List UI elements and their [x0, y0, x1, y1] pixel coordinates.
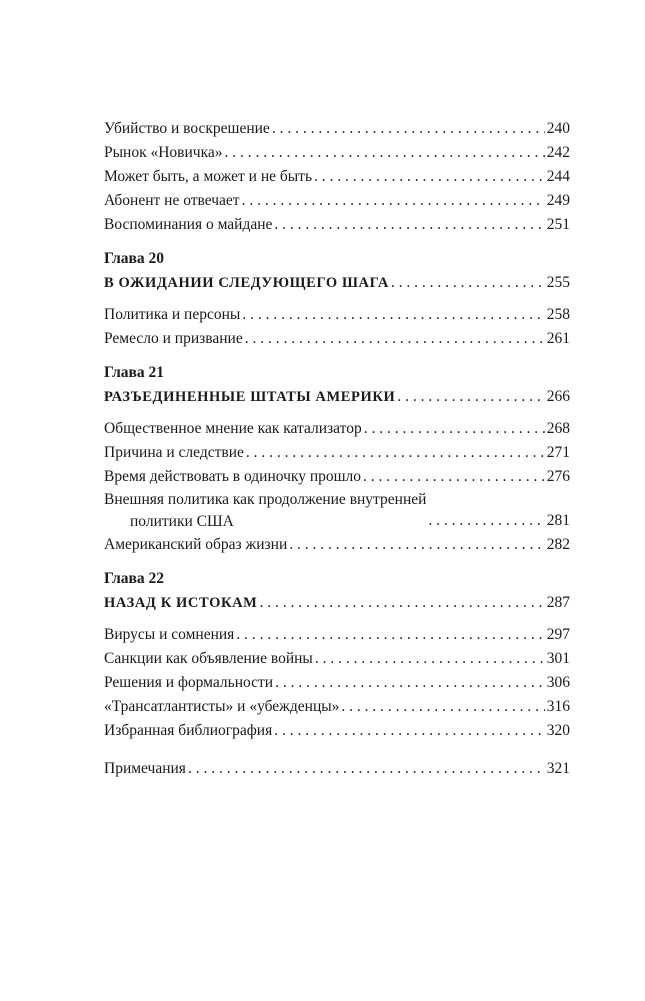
chapter-heading-entry[interactable]	[104, 591, 570, 615]
dot-leader	[428, 509, 544, 533]
toc-entry-title: Решения и формальности	[104, 674, 274, 691]
dot-leader	[245, 327, 545, 351]
chapter-heading-title: В ОЖИДАНИИ СЛЕДУЮЩЕГО ШАГА	[104, 275, 389, 291]
toc-entry-title: Причина и следствие	[104, 444, 244, 461]
toc-entry[interactable]	[104, 647, 570, 671]
toc-entry-title: Санкции как объявление войны	[104, 650, 313, 667]
toc-entry-page: 240	[546, 120, 570, 137]
toc-entry-page: 282	[546, 536, 570, 553]
toc-entry-title: Примечания	[104, 760, 186, 777]
toc-entry-title: Политика и персоны	[104, 306, 241, 323]
toc-entry-multiline[interactable]	[104, 489, 570, 533]
chapter-heading-entry[interactable]	[104, 385, 570, 409]
chapter-label: Глава 20	[104, 250, 165, 267]
dot-leader	[236, 623, 544, 647]
toc-entry-title: Воспоминания о майдане	[104, 216, 273, 233]
toc-entry-title: Время действовать в одиночку прошло	[104, 468, 362, 485]
toc-entry-page: 242	[546, 144, 570, 161]
toc-entry-title: Избранная библиография	[104, 722, 273, 739]
toc-entry[interactable]	[104, 141, 570, 165]
dot-leader	[259, 591, 544, 615]
toc-entry-title: Убийство и воскрешение	[104, 120, 270, 137]
dot-leader	[242, 189, 545, 213]
toc-entry-page: 281	[546, 512, 570, 529]
dot-leader	[391, 271, 545, 295]
toc-entry-page: 255	[546, 274, 570, 291]
toc-entry[interactable]	[104, 165, 570, 189]
dot-leader	[275, 671, 545, 695]
toc-entry[interactable]	[104, 465, 570, 489]
toc-entry-title: «Трансатлантисты» и «убежденцы»	[104, 698, 340, 715]
toc-entry[interactable]	[104, 303, 570, 327]
chapter-heading-title: НАЗАД К ИСТОКАМ	[104, 595, 258, 611]
chapter-heading-title: РАЗЪЕДИНЕННЫЕ ШТАТЫ АМЕРИКИ	[104, 389, 396, 405]
dot-leader	[225, 141, 545, 165]
toc-entry[interactable]	[104, 719, 570, 743]
toc-entry-title: Абонент не отвечает	[104, 192, 240, 209]
toc-entry-page: 266	[546, 388, 570, 405]
toc-entry[interactable]	[104, 623, 570, 647]
toc-entry-page: 258	[546, 306, 570, 323]
toc-entry-notes[interactable]	[104, 757, 570, 781]
toc-entry[interactable]	[104, 441, 570, 465]
dot-leader	[397, 385, 544, 409]
toc-entry-title: Американский образ жизни	[104, 536, 288, 553]
toc-entry-title-line1: Внешняя политика как продолжение внутренней	[104, 491, 427, 508]
dot-leader	[274, 719, 545, 743]
toc-entry[interactable]	[104, 417, 570, 441]
dot-leader	[274, 213, 544, 237]
toc-entry-page: 316	[546, 698, 570, 715]
dot-leader	[315, 647, 545, 671]
toc-entry[interactable]	[104, 671, 570, 695]
dot-leader	[188, 757, 545, 781]
dot-leader	[314, 165, 545, 189]
dot-leader	[289, 533, 544, 557]
toc-entry[interactable]	[104, 327, 570, 351]
toc-entry-title: Общественное мнение как катализатор	[104, 420, 362, 437]
toc-entry-page: 251	[546, 216, 570, 233]
toc-entry-title: Ремесло и призвание	[104, 330, 243, 347]
dot-leader	[242, 303, 544, 327]
chapter-heading-entry[interactable]	[104, 271, 570, 295]
toc-entry-page: 268	[546, 420, 570, 437]
dot-leader	[272, 117, 545, 141]
dot-leader	[246, 441, 545, 465]
toc-entry[interactable]	[104, 213, 570, 237]
table-of-contents	[104, 117, 570, 781]
toc-entry-page: 321	[546, 760, 570, 777]
chapter-label: Глава 21	[104, 364, 165, 381]
dot-leader	[341, 695, 544, 719]
chapter-label: Глава 22	[104, 570, 165, 587]
toc-entry[interactable]	[104, 695, 570, 719]
toc-entry[interactable]	[104, 189, 570, 213]
toc-entry-title: Может быть, а может и не быть	[104, 168, 313, 185]
toc-entry[interactable]	[104, 533, 570, 557]
toc-entry-page: 261	[546, 330, 570, 347]
toc-entry-title: Вирусы и сомнения	[104, 626, 235, 643]
toc-entry-page: 287	[546, 594, 570, 611]
toc-entry-title-line2: политики США	[130, 513, 234, 530]
toc-entry-page: 276	[546, 468, 570, 485]
toc-entry-page: 244	[546, 168, 570, 185]
toc-entry-page: 301	[546, 650, 570, 667]
toc-entry-page: 249	[546, 192, 570, 209]
toc-entry-page: 271	[546, 444, 570, 461]
toc-entry-title	[104, 489, 426, 533]
toc-entry-page: 297	[546, 626, 570, 643]
toc-entry-page: 306	[546, 674, 570, 691]
toc-entry[interactable]	[104, 117, 570, 141]
toc-entry-title: Рынок «Новичка»	[104, 144, 223, 161]
dot-leader	[364, 417, 545, 441]
dot-leader	[363, 465, 545, 489]
toc-entry-page: 320	[546, 722, 570, 739]
